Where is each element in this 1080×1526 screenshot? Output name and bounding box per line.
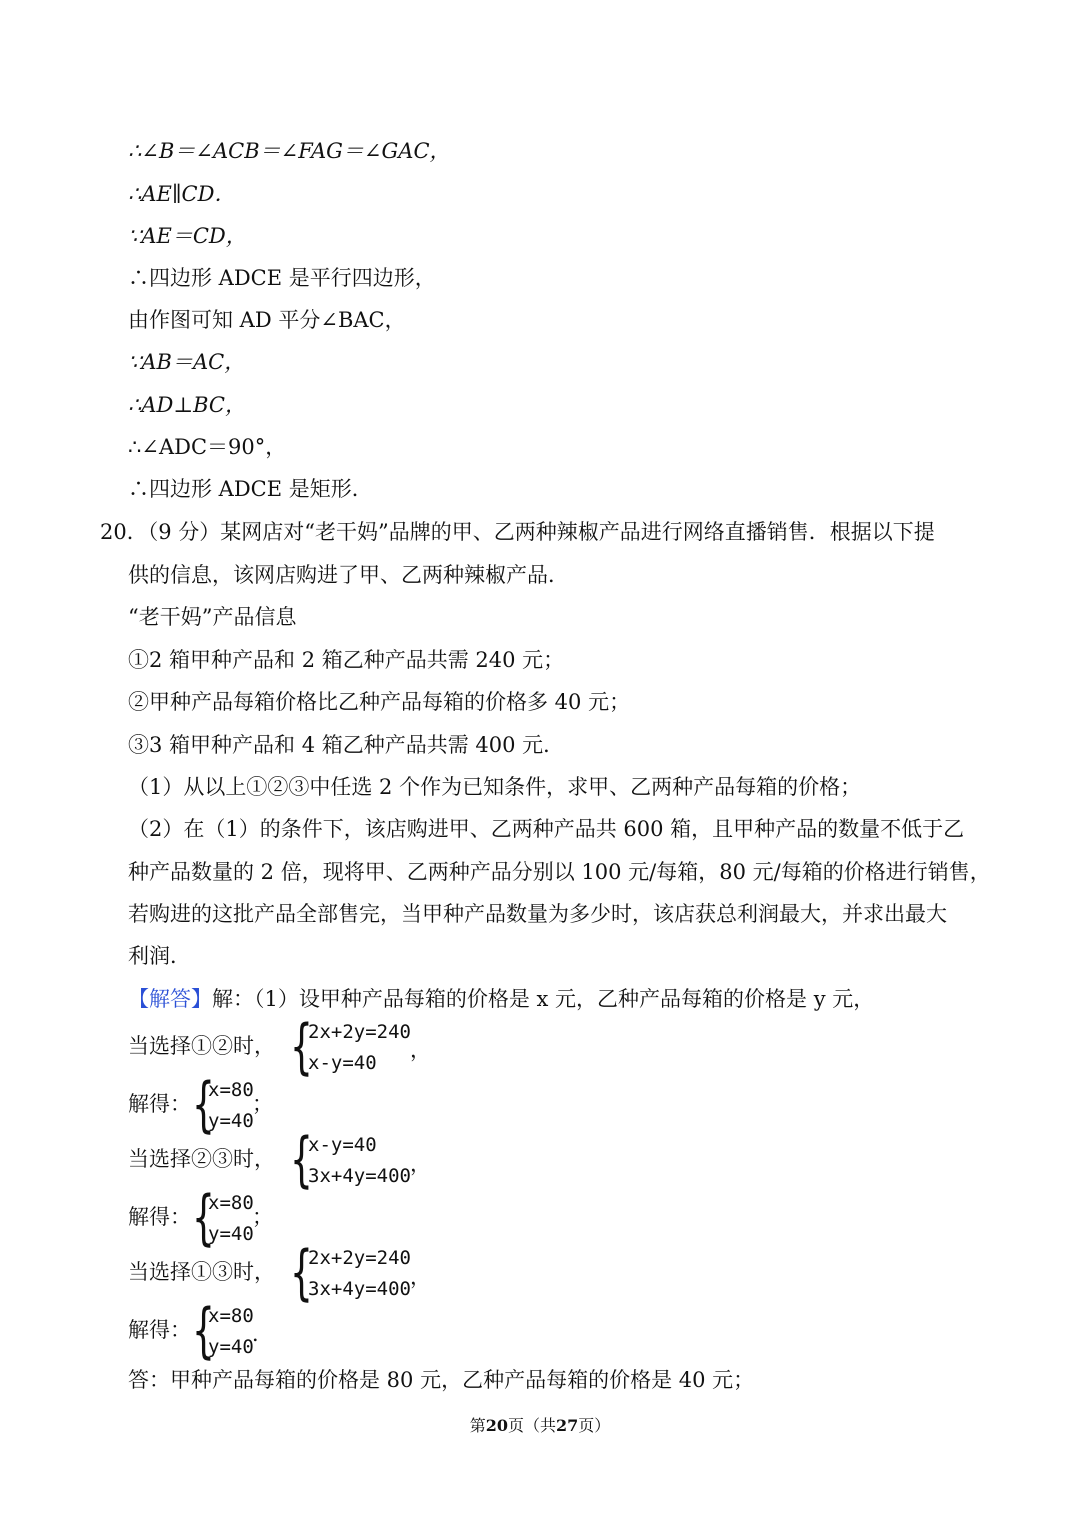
footer-post: 页） (578, 1416, 611, 1435)
info-title: “老干妈”产品信息 (128, 605, 297, 629)
solution-1-end: ； (252, 1092, 273, 1116)
case-1-eq-1: 2x+2y=240 (308, 1021, 411, 1043)
solution-2-eq-1: x=80 (208, 1192, 254, 1214)
info-item-2: ②甲种产品每箱价格比乙种产品每箱的价格多 40 元； (128, 690, 631, 714)
brace-icon: { (290, 1012, 313, 1082)
proof-line-9: ∴四边形 ADCE 是矩形． (128, 477, 373, 501)
part-2-line-2: 种产品数量的 2 倍，现将甲、乙两种产品分别以 100 元/每箱，80 元/每箱的价格进行销售， (128, 860, 991, 884)
proof-line-7: ∴AD⊥BC， (128, 393, 247, 417)
proof-line-3: ∵AE＝CD， (128, 224, 247, 248)
case-1-eq-2: x-y=40 (308, 1052, 377, 1074)
question-line-1: 20．（9 分）某网店对“老干妈”品牌的甲、乙两种辣椒产品进行网络直播销售．根据以下提 (100, 520, 935, 544)
case-1-end: ， (410, 1038, 431, 1062)
proof-line-2: ∴AE∥CD． (128, 182, 236, 206)
proof-line-8: ∴∠ADC＝90°， (128, 435, 287, 459)
solution-3-eq-2: y=40 (208, 1336, 254, 1358)
conclusion: 答：甲种产品每箱的价格是 80 元，乙种产品每箱的价格是 40 元； (128, 1368, 755, 1392)
brace-icon: { (192, 1296, 215, 1366)
footer-page-number: 20 (485, 1416, 508, 1435)
solution-1-eq-1: x=80 (208, 1079, 254, 1101)
solution-1-label: 解得： (128, 1092, 191, 1116)
brace-icon: { (290, 1125, 313, 1195)
part-2-line-4: 利润． (128, 944, 191, 968)
solution-1-eq-2: y=40 (208, 1110, 254, 1132)
brace-icon: { (192, 1183, 215, 1253)
case-1-label: 当选择①②时， (128, 1034, 275, 1058)
case-3-end: ， (410, 1265, 431, 1289)
case-2-label: 当选择②③时， (128, 1147, 275, 1171)
proof-line-5: 由作图可知 AD 平分∠BAC， (128, 308, 406, 332)
case-3-eq-1: 2x+2y=240 (308, 1247, 411, 1269)
question-line-2: 供的信息，该网店购进了甲、乙两种辣椒产品． (128, 563, 569, 587)
footer-pre: 第 (469, 1416, 486, 1435)
solution-2-label: 解得： (128, 1205, 191, 1229)
proof-line-4: ∴四边形 ADCE 是平行四边形， (128, 266, 436, 290)
part-2-line-1: （2）在（1）的条件下，该店购进甲、乙两种产品共 600 箱，且甲种产品的数量不低于乙 (128, 817, 965, 841)
case-2-eq-2: 3x+4y=400 (308, 1165, 411, 1187)
info-item-1: ①2 箱甲种产品和 2 箱乙种产品共需 240 元； (128, 648, 565, 672)
proof-line-6: ∵AB＝AC， (128, 350, 246, 374)
answer-intro-line (128, 985, 874, 1013)
brace-icon: { (192, 1070, 215, 1140)
solution-2-end: ； (252, 1205, 273, 1229)
info-item-3: ③3 箱甲种产品和 4 箱乙种产品共需 400 元． (128, 733, 565, 757)
part-2-line-3: 若购进的这批产品全部售完，当甲种产品数量为多少时，该店获总利润最大，并求出最大 (128, 902, 947, 926)
page-footer (0, 1413, 1080, 1436)
solution-3-end: ． (252, 1322, 273, 1346)
proof-line-1: ∴∠B＝∠ACB＝∠FAG＝∠GAC， (128, 139, 451, 163)
case-3-eq-2: 3x+4y=400 (308, 1278, 411, 1300)
part-1: （1）从以上①②③中任选 2 个作为已知条件，求甲、乙两种产品每箱的价格； (128, 775, 862, 799)
solution-2-eq-2: y=40 (208, 1223, 254, 1245)
case-3-label: 当选择①③时， (128, 1260, 275, 1284)
solution-3-label: 解得： (128, 1318, 191, 1342)
answer-intro: 解：（1）设甲种产品每箱的价格是 x 元，乙种产品每箱的价格是 y 元， (212, 987, 875, 1011)
case-2-eq-1: x-y=40 (308, 1134, 377, 1156)
footer-mid: 页（共 (507, 1416, 556, 1435)
footer-total-pages: 27 (556, 1416, 579, 1435)
solution-3-eq-1: x=80 (208, 1305, 254, 1327)
answer-tag: 【解答】 (128, 987, 212, 1011)
case-2-end: ， (410, 1152, 431, 1176)
brace-icon: { (290, 1238, 313, 1308)
